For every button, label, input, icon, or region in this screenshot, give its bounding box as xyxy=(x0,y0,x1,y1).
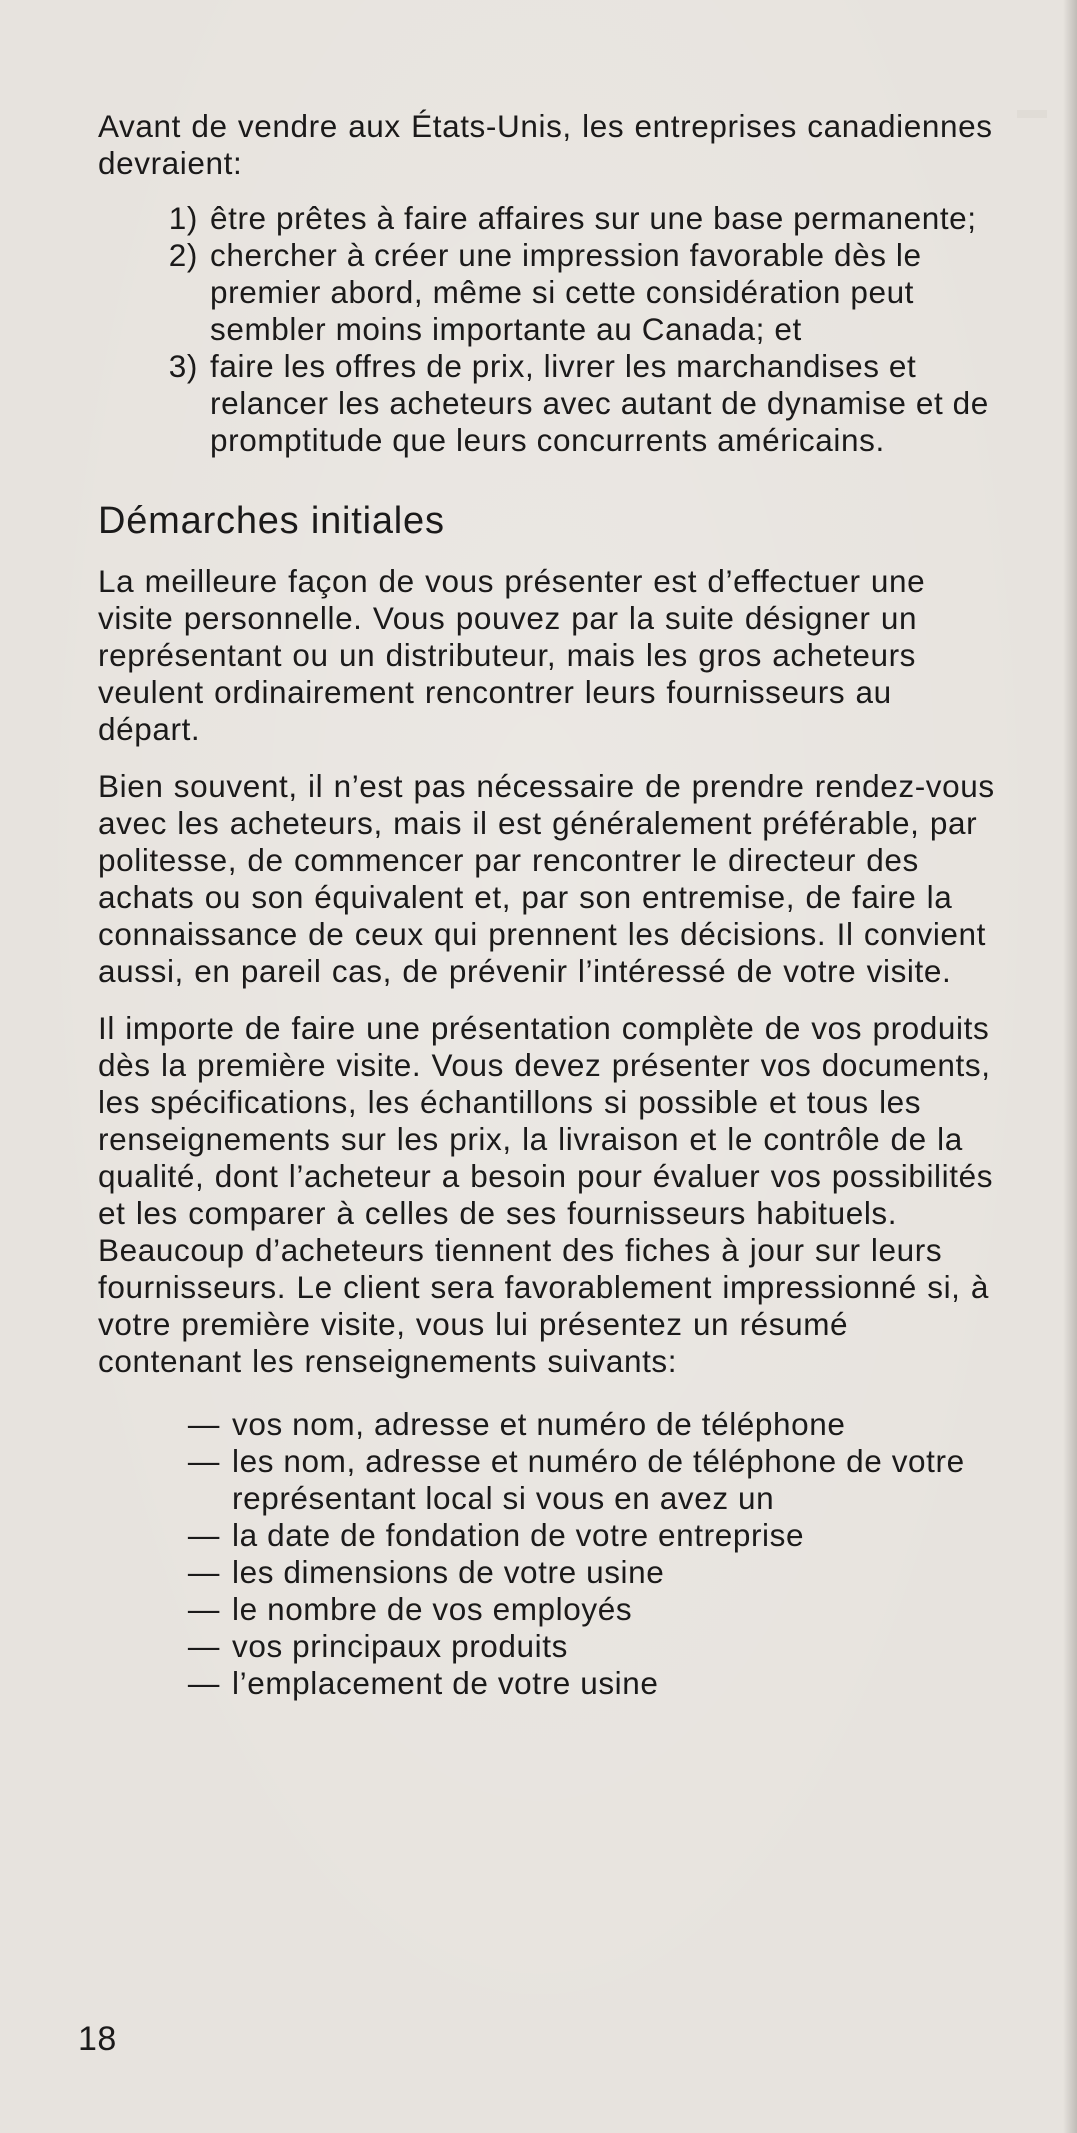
body-paragraph: La meilleure façon de vous présenter est d’effectuer une visite personnelle. Vous pouvez par la suite désigner un représentant ou un distributeur, mais les gros acheteurs veulent ordinairement rencontrer leurs fournisseurs au départ. xyxy=(98,563,926,747)
list-item-text: l’emplacement de votre usine xyxy=(232,1665,659,1701)
list-item xyxy=(98,1665,998,1702)
list-item xyxy=(98,1591,998,1628)
list-item xyxy=(98,200,998,237)
list-number: 1) xyxy=(168,200,198,236)
page-number: 18 xyxy=(78,2020,117,2058)
list-item xyxy=(98,1443,998,1517)
list-item-text: la date de fondation de votre entreprise xyxy=(232,1517,805,1553)
list-item xyxy=(98,1406,998,1443)
list-item-text: le nombre de vos employés xyxy=(232,1591,633,1627)
summary-list xyxy=(98,1406,998,1702)
list-item-text: être prêtes à faire affaires sur une base permanente; xyxy=(210,200,977,236)
page-edge-shadow xyxy=(1063,0,1077,2133)
list-item xyxy=(98,237,998,348)
list-item-text: faire les offres de prix, livrer les marchandises et relancer les acheteurs avec autant de dynamise et de promptitude que leurs concurrents américains. xyxy=(210,348,989,458)
section-heading: Démarches initiales xyxy=(98,500,445,542)
dash-marker: — xyxy=(187,1554,220,1590)
dash-marker: — xyxy=(187,1591,220,1627)
list-item-text: vos nom, adresse et numéro de téléphone xyxy=(232,1406,846,1442)
dash-marker: — xyxy=(187,1443,220,1479)
dash-marker: — xyxy=(187,1628,220,1664)
list-item xyxy=(98,1554,998,1591)
dash-marker: — xyxy=(187,1517,220,1553)
list-number: 2) xyxy=(168,237,198,273)
list-item-text: les dimensions de votre usine xyxy=(232,1554,665,1590)
list-item-text: les nom, adresse et numéro de téléphone de votre représentant local si vous en avez un xyxy=(232,1443,965,1516)
dash-marker: — xyxy=(187,1665,220,1701)
list-number: 3) xyxy=(168,348,198,384)
body-paragraph: Il importe de faire une présentation complète de vos produits dès la première visite. Vous devez présenter vos documents, les spécifications, les échantillons si possible et tous les renseignements sur les prix, la livraison et le contrôle de la qualité, dont l’acheteur a besoin pour évaluer vos possibilités et les comparer à celles de ses fournisseurs habituels. Beaucoup d’acheteurs tiennent des fiches à jour sur leurs fournisseurs. Le client sera favorablement impressionné si, à votre première visite, vous lui présentez un résumé contenant les renseignements suivants: xyxy=(98,1010,994,1379)
intro-paragraph: Avant de vendre aux États-Unis, les entreprises canadiennes devraient: xyxy=(98,108,993,181)
page-bleed-mark xyxy=(1017,110,1047,118)
list-item xyxy=(98,1628,998,1665)
list-item-text: vos principaux produits xyxy=(232,1628,568,1664)
page-content xyxy=(98,108,998,1702)
requirements-list xyxy=(98,200,998,459)
list-item-text: chercher à créer une impression favorable dès le premier abord, même si cette considération peut sembler moins importante au Canada; et xyxy=(210,237,922,347)
list-item xyxy=(98,348,998,459)
dash-marker: — xyxy=(187,1406,220,1442)
list-item xyxy=(98,1517,998,1554)
body-paragraph: Bien souvent, il n’est pas nécessaire de prendre rendez-vous avec les acheteurs, mais il est généralement préférable, par politesse, de commencer par rencontrer le directeur des achats ou son équivalent et, par son entremise, de faire la connaissance de ceux qui prennent les décisions. Il convient aussi, en pareil cas, de prévenir l’intéressé de votre visite. xyxy=(98,768,995,989)
